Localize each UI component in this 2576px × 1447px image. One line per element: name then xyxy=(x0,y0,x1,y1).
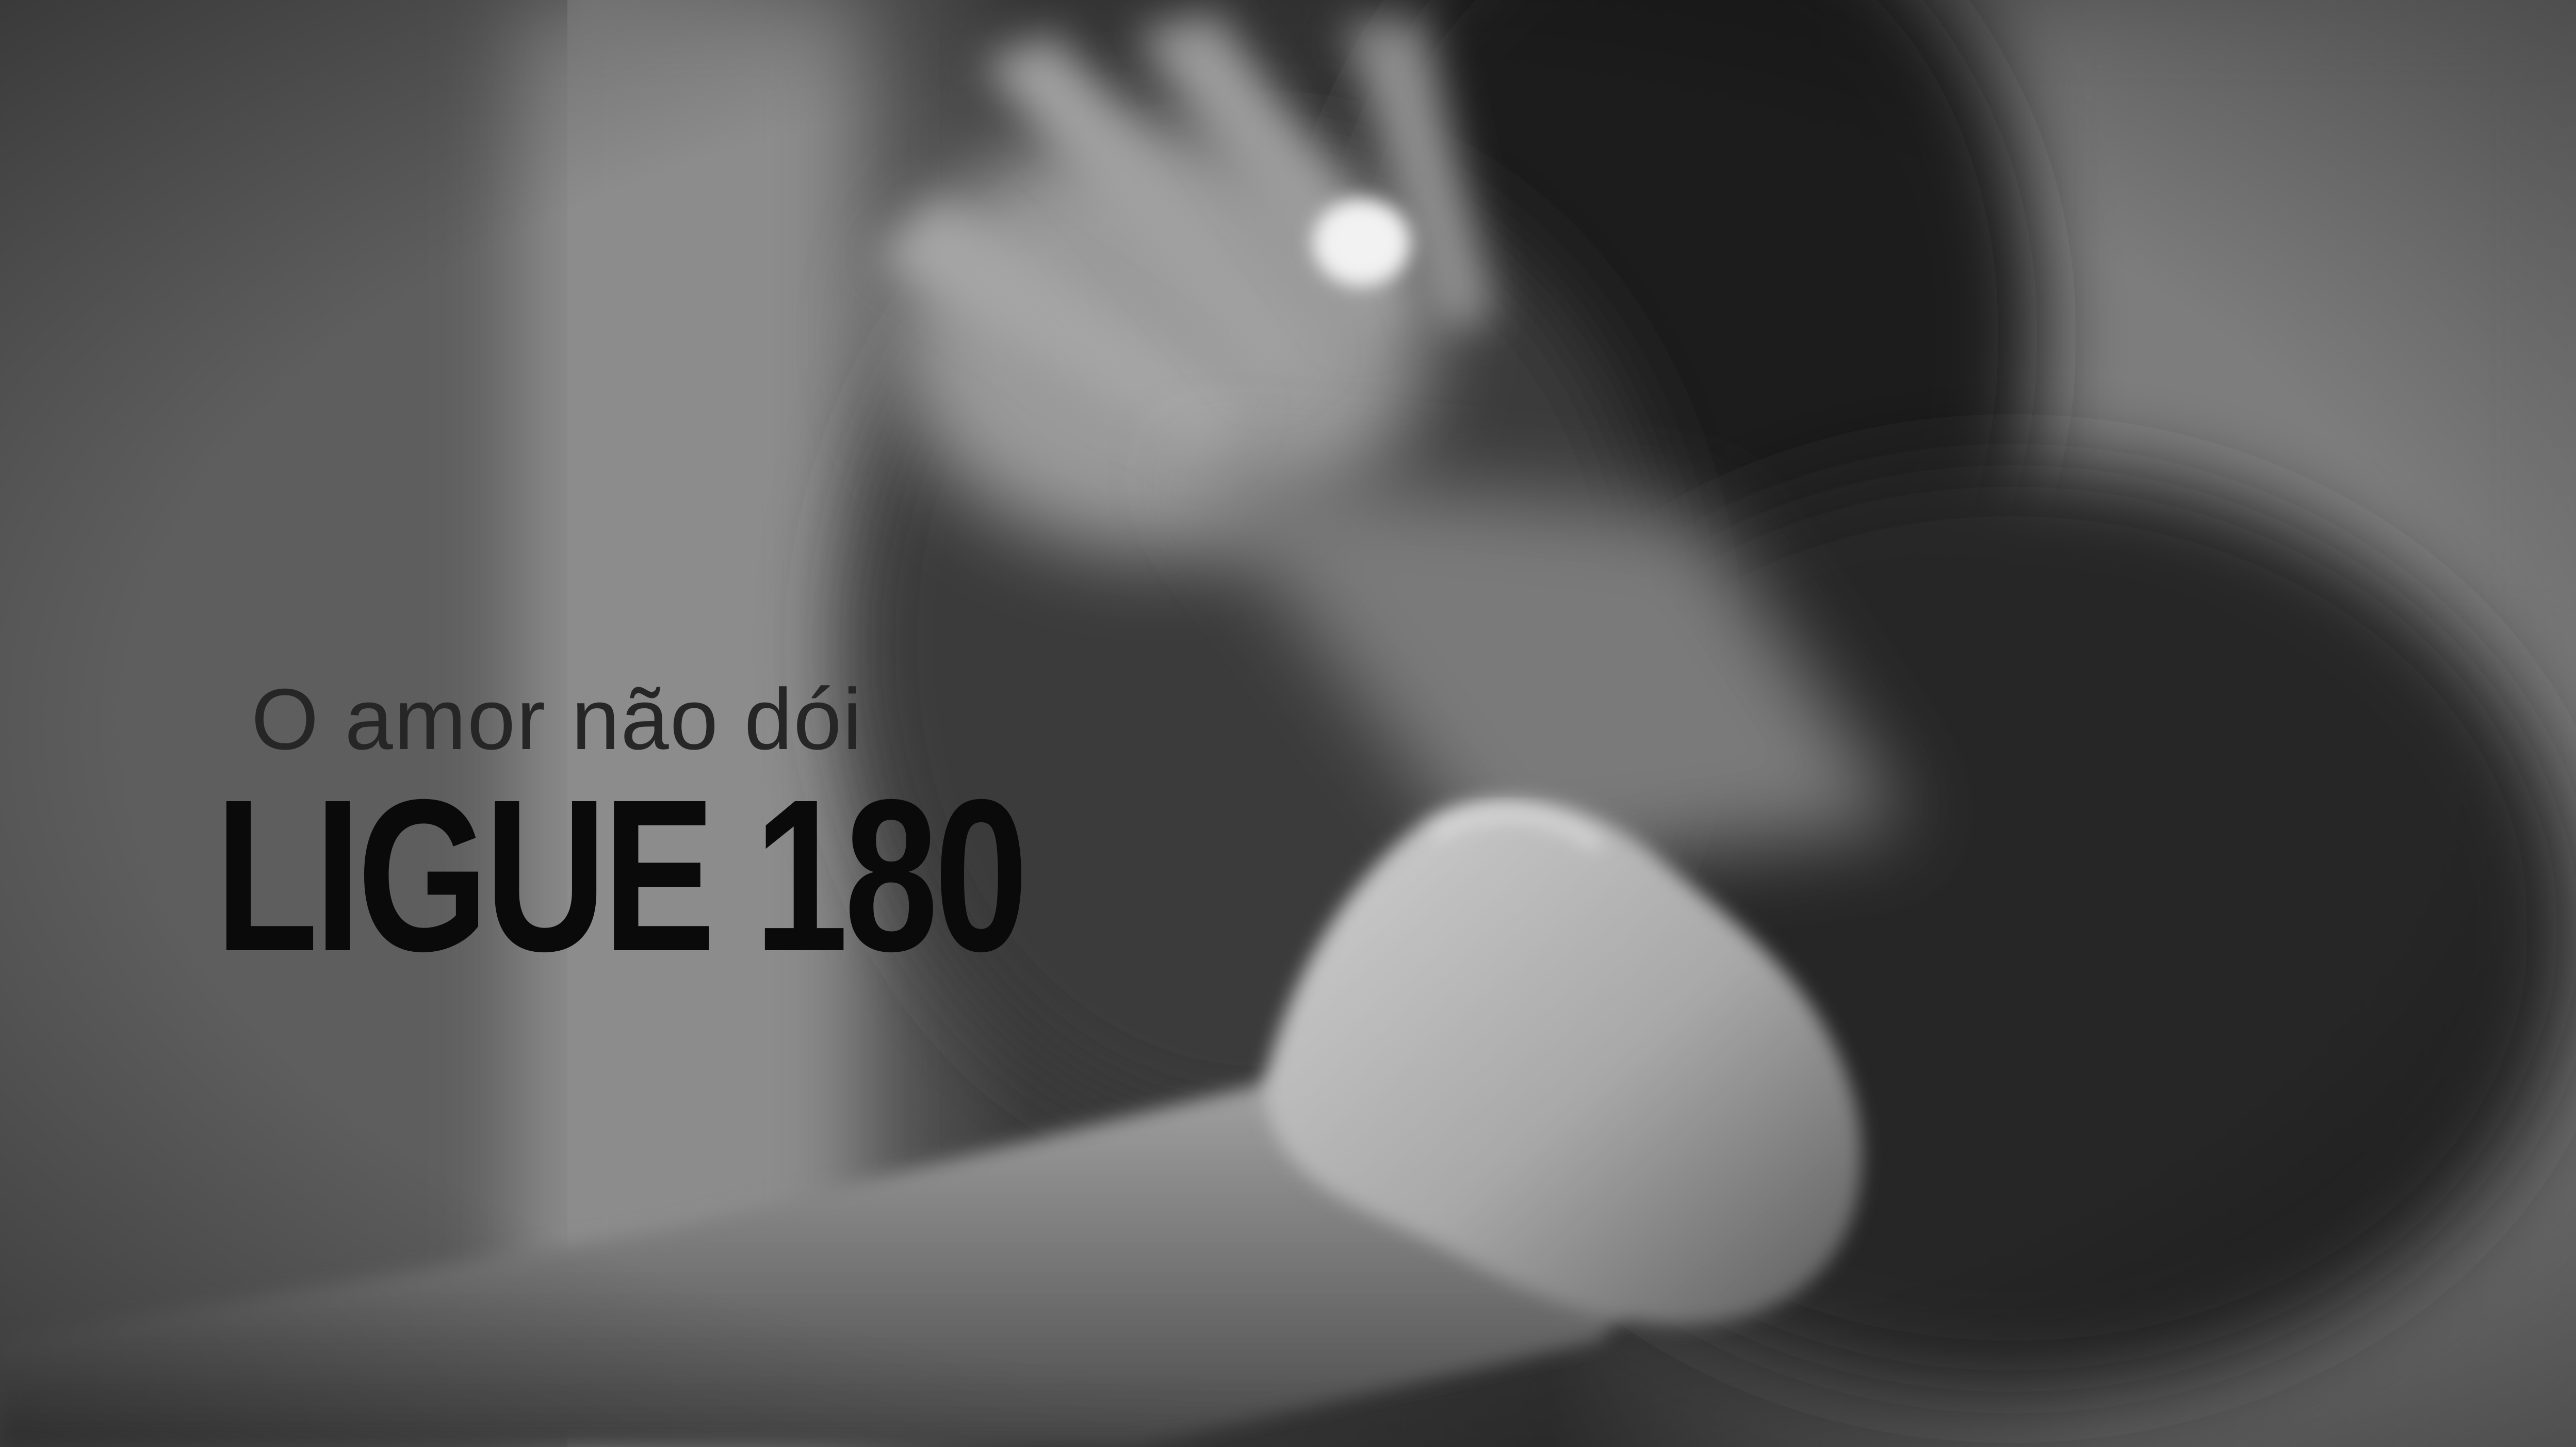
tagline: O amor não dói xyxy=(119,676,996,762)
call-to-action: LIGUE 180 xyxy=(215,773,899,979)
